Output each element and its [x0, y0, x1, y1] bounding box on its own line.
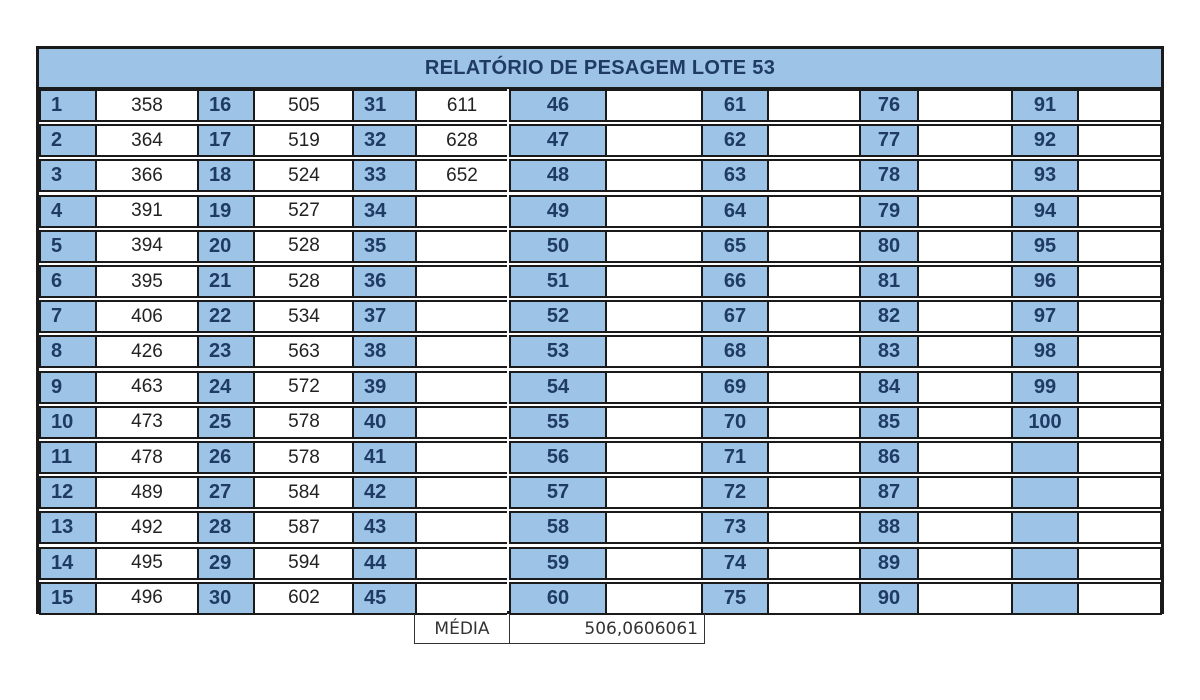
weight-value-cell: 489: [97, 476, 197, 509]
row-number-cell: 91: [1011, 89, 1079, 122]
weight-value-cell: 628: [417, 124, 507, 157]
weight-value-cell: [417, 511, 507, 544]
weight-value-cell: [607, 124, 703, 157]
weight-value-cell: [607, 195, 703, 228]
weight-value-cell: [607, 159, 703, 192]
weight-value-cell: [417, 547, 507, 580]
weight-value-cell: [1079, 582, 1162, 615]
weight-value-cell: [417, 406, 507, 439]
row-number-cell: 32: [352, 124, 417, 157]
row-number-cell: 52: [509, 300, 607, 333]
weight-value-cell: [417, 265, 507, 298]
row-number-cell: 9: [39, 371, 97, 404]
report-title: RELATÓRIO DE PESAGEM LOTE 53: [39, 49, 1161, 89]
weight-value-cell: [607, 230, 703, 263]
weight-value-cell: [607, 265, 703, 298]
weight-value-cell: [769, 582, 861, 615]
row-number-cell: 98: [1011, 335, 1079, 368]
row-number-cell: 88: [859, 511, 919, 544]
weight-value-cell: [769, 335, 861, 368]
row-number-cell: 79: [859, 195, 919, 228]
weight-value-cell: [769, 124, 861, 157]
average-value: 506,0606061: [584, 618, 698, 639]
weight-value-cell: 587: [255, 511, 353, 544]
row-number-cell: 33: [352, 159, 417, 192]
row-number-cell: 97: [1011, 300, 1079, 333]
row-number-cell: 30: [197, 582, 255, 615]
row-number-cell: 64: [701, 195, 769, 228]
row-number-cell: 96: [1011, 265, 1079, 298]
weight-value-cell: [919, 230, 1011, 263]
row-number-cell: 82: [859, 300, 919, 333]
row-number-cell: 23: [197, 335, 255, 368]
weight-value-cell: [417, 335, 507, 368]
weight-value-cell: [769, 476, 861, 509]
weight-value-cell: [919, 547, 1011, 580]
row-number-cell: 72: [701, 476, 769, 509]
weight-value-cell: [919, 124, 1011, 157]
weight-value-cell: [919, 265, 1011, 298]
weight-value-cell: [417, 230, 507, 263]
row-number-cell: 53: [509, 335, 607, 368]
weight-value-cell: 473: [97, 406, 197, 439]
weight-value-cell: [607, 476, 703, 509]
row-number-cell: 51: [509, 265, 607, 298]
weight-value-cell: [607, 511, 703, 544]
weight-value-cell: [1079, 230, 1162, 263]
weight-value-cell: 505: [255, 89, 353, 122]
weight-value-cell: 364: [97, 124, 197, 157]
row-number-cell: 85: [859, 406, 919, 439]
weight-value-cell: 578: [255, 406, 353, 439]
row-number-cell: 44: [352, 547, 417, 580]
row-number-cell: [1011, 476, 1079, 509]
weight-value-cell: [1079, 406, 1162, 439]
weight-value-cell: [769, 195, 861, 228]
weight-value-cell: 394: [97, 230, 197, 263]
weight-value-cell: 602: [255, 582, 353, 615]
weight-value-cell: [769, 547, 861, 580]
row-number-cell: 47: [509, 124, 607, 157]
row-number-cell: 35: [352, 230, 417, 263]
weight-value-cell: [919, 159, 1011, 192]
row-number-cell: [1011, 547, 1079, 580]
row-number-cell: 2: [39, 124, 97, 157]
row-number-cell: 95: [1011, 230, 1079, 263]
weight-value-cell: [919, 300, 1011, 333]
weight-value-cell: [607, 582, 703, 615]
weight-value-cell: 406: [97, 300, 197, 333]
row-number-cell: 74: [701, 547, 769, 580]
weight-value-cell: [1079, 371, 1162, 404]
weight-value-cell: [1079, 300, 1162, 333]
weight-value-cell: 594: [255, 547, 353, 580]
row-number-cell: 34: [352, 195, 417, 228]
weight-value-cell: [919, 476, 1011, 509]
weight-value-cell: [1079, 124, 1162, 157]
row-number-cell: 86: [859, 441, 919, 474]
row-number-cell: 92: [1011, 124, 1079, 157]
weight-value-cell: [607, 371, 703, 404]
row-number-cell: 67: [701, 300, 769, 333]
row-number-cell: 31: [352, 89, 417, 122]
weight-value-cell: 528: [255, 265, 353, 298]
weight-value-cell: [769, 511, 861, 544]
weight-value-cell: [769, 265, 861, 298]
row-number-cell: 50: [509, 230, 607, 263]
weight-value-cell: [919, 195, 1011, 228]
row-number-cell: 69: [701, 371, 769, 404]
weight-value-cell: [919, 511, 1011, 544]
weight-value-cell: [769, 89, 861, 122]
row-number-cell: 36: [352, 265, 417, 298]
row-number-cell: 25: [197, 406, 255, 439]
row-number-cell: 75: [701, 582, 769, 615]
row-number-cell: 99: [1011, 371, 1079, 404]
weight-value-cell: [417, 195, 507, 228]
row-number-cell: 76: [859, 89, 919, 122]
weight-value-cell: 463: [97, 371, 197, 404]
weight-value-cell: [769, 300, 861, 333]
weight-value-cell: 578: [255, 441, 353, 474]
row-number-cell: 3: [39, 159, 97, 192]
row-number-cell: 56: [509, 441, 607, 474]
weight-value-cell: 478: [97, 441, 197, 474]
row-number-cell: 49: [509, 195, 607, 228]
row-number-cell: 40: [352, 406, 417, 439]
weight-value-cell: [417, 582, 507, 615]
weight-value-cell: 358: [97, 89, 197, 122]
weight-value-cell: 528: [255, 230, 353, 263]
row-number-cell: 62: [701, 124, 769, 157]
row-number-cell: 5: [39, 230, 97, 263]
row-number-cell: 89: [859, 547, 919, 580]
row-number-cell: 45: [352, 582, 417, 615]
weight-value-cell: 366: [97, 159, 197, 192]
row-number-cell: 84: [859, 371, 919, 404]
row-number-cell: 26: [197, 441, 255, 474]
row-number-cell: 20: [197, 230, 255, 263]
weight-value-cell: [769, 230, 861, 263]
row-number-cell: 4: [39, 195, 97, 228]
row-number-cell: 73: [701, 511, 769, 544]
weight-value-cell: [1079, 89, 1162, 122]
row-number-cell: 12: [39, 476, 97, 509]
row-number-cell: 18: [197, 159, 255, 192]
row-number-cell: 83: [859, 335, 919, 368]
weight-value-cell: [769, 371, 861, 404]
weight-value-cell: [417, 371, 507, 404]
row-number-cell: 13: [39, 511, 97, 544]
row-number-cell: 80: [859, 230, 919, 263]
weight-value-cell: 391: [97, 195, 197, 228]
weight-value-cell: [417, 476, 507, 509]
row-number-cell: 1: [39, 89, 97, 122]
row-number-cell: 10: [39, 406, 97, 439]
weight-value-cell: 611: [417, 89, 507, 122]
row-number-cell: 81: [859, 265, 919, 298]
row-number-cell: 14: [39, 547, 97, 580]
weight-value-cell: [607, 406, 703, 439]
average-label: MÉDIA: [415, 614, 510, 643]
weight-value-cell: [769, 441, 861, 474]
weight-value-cell: 492: [97, 511, 197, 544]
row-number-cell: 66: [701, 265, 769, 298]
weight-value-cell: 584: [255, 476, 353, 509]
row-number-cell: 29: [197, 547, 255, 580]
row-number-cell: 41: [352, 441, 417, 474]
row-number-cell: 61: [701, 89, 769, 122]
row-number-cell: 11: [39, 441, 97, 474]
row-number-cell: 16: [197, 89, 255, 122]
weight-value-cell: [919, 441, 1011, 474]
weight-value-cell: [769, 159, 861, 192]
weight-value-cell: 652: [417, 159, 507, 192]
weight-value-cell: 519: [255, 124, 353, 157]
row-number-cell: 46: [509, 89, 607, 122]
row-number-cell: 54: [509, 371, 607, 404]
weight-value-cell: [1079, 476, 1162, 509]
weight-value-cell: [607, 89, 703, 122]
row-number-cell: 94: [1011, 195, 1079, 228]
weight-value-cell: [919, 406, 1011, 439]
row-number-cell: 90: [859, 582, 919, 615]
row-number-cell: 59: [509, 547, 607, 580]
row-number-cell: 87: [859, 476, 919, 509]
weight-value-cell: [1079, 547, 1162, 580]
weight-value-cell: [919, 335, 1011, 368]
row-number-cell: 100: [1011, 406, 1079, 439]
weight-value-cell: 563: [255, 335, 353, 368]
row-number-cell: 37: [352, 300, 417, 333]
weight-value-cell: 395: [97, 265, 197, 298]
weight-value-cell: [1079, 511, 1162, 544]
row-number-cell: 58: [509, 511, 607, 544]
row-number-cell: 27: [197, 476, 255, 509]
row-number-cell: 78: [859, 159, 919, 192]
weight-value-cell: 495: [97, 547, 197, 580]
row-number-cell: 19: [197, 195, 255, 228]
weight-value-cell: 534: [255, 300, 353, 333]
row-number-cell: 24: [197, 371, 255, 404]
row-number-cell: 77: [859, 124, 919, 157]
row-number-cell: 15: [39, 582, 97, 615]
weight-value-cell: 572: [255, 371, 353, 404]
weight-value-cell: [1079, 335, 1162, 368]
row-number-cell: 42: [352, 476, 417, 509]
weight-value-cell: 527: [255, 195, 353, 228]
weight-value-cell: [607, 335, 703, 368]
row-number-cell: 60: [509, 582, 607, 615]
row-number-cell: 21: [197, 265, 255, 298]
row-number-cell: 48: [509, 159, 607, 192]
weight-value-cell: [769, 406, 861, 439]
weight-value-cell: [417, 300, 507, 333]
row-number-cell: [1011, 441, 1079, 474]
weight-value-cell: [1079, 195, 1162, 228]
row-number-cell: 63: [701, 159, 769, 192]
row-number-cell: 55: [509, 406, 607, 439]
row-number-cell: 6: [39, 265, 97, 298]
weight-value-cell: 524: [255, 159, 353, 192]
row-number-cell: 39: [352, 371, 417, 404]
row-number-cell: 17: [197, 124, 255, 157]
weight-value-cell: [417, 441, 507, 474]
weight-value-cell: [607, 441, 703, 474]
weight-value-cell: [1079, 265, 1162, 298]
weighing-report-table: [36, 46, 1164, 614]
row-number-cell: 28: [197, 511, 255, 544]
row-number-cell: 8: [39, 335, 97, 368]
row-number-cell: 57: [509, 476, 607, 509]
row-number-cell: 70: [701, 406, 769, 439]
row-number-cell: [1011, 511, 1079, 544]
weight-value-cell: 496: [97, 582, 197, 615]
weight-value-cell: [919, 371, 1011, 404]
row-number-cell: 71: [701, 441, 769, 474]
row-number-cell: 65: [701, 230, 769, 263]
weight-value-cell: [1079, 441, 1162, 474]
average-row: [414, 614, 705, 644]
row-number-cell: 68: [701, 335, 769, 368]
row-number-cell: [1011, 582, 1079, 615]
row-number-cell: 43: [352, 511, 417, 544]
row-number-cell: 7: [39, 300, 97, 333]
weight-value-cell: [607, 300, 703, 333]
weight-value-cell: [607, 547, 703, 580]
weight-value-cell: [1079, 159, 1162, 192]
weight-value-cell: 426: [97, 335, 197, 368]
weight-value-cell: [919, 89, 1011, 122]
row-number-cell: 93: [1011, 159, 1079, 192]
row-number-cell: 38: [352, 335, 417, 368]
row-number-cell: 22: [197, 300, 255, 333]
weight-value-cell: [919, 582, 1011, 615]
